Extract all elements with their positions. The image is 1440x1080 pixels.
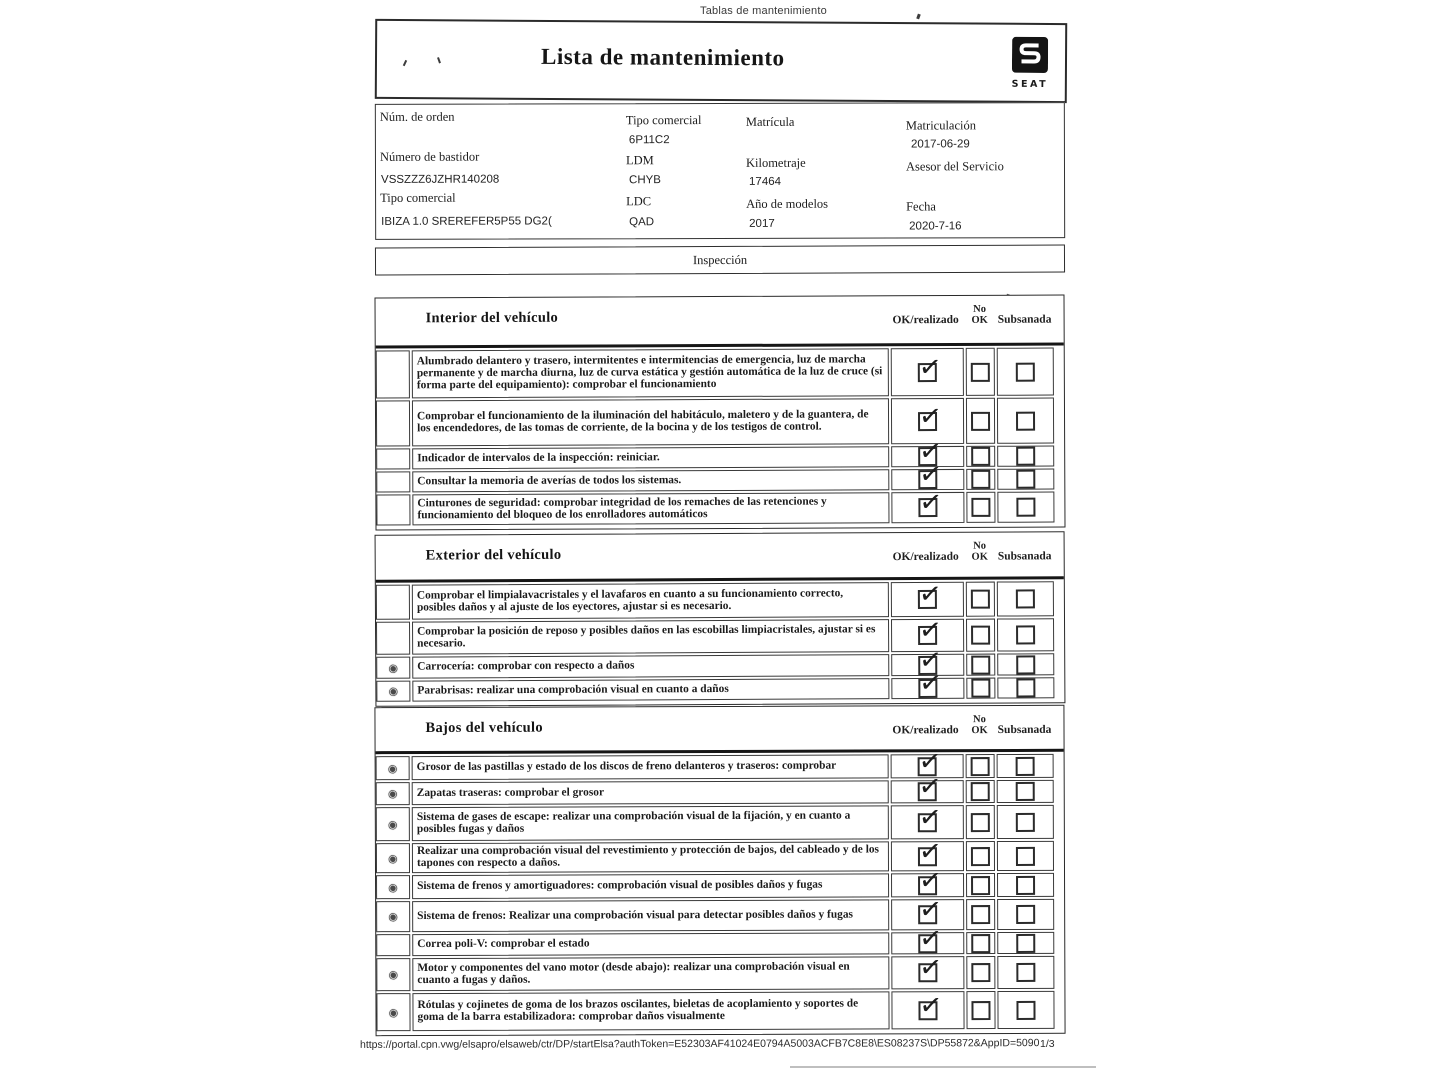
advisor-label: Asesor del Servicio (905, 159, 1004, 174)
no-ok-checkbox[interactable] (971, 626, 990, 645)
section-header (375, 296, 1063, 349)
column-header-ok: OK/realizado (892, 313, 959, 327)
lift-icon: ◉ (387, 1004, 400, 1020)
vin-value: VSSZZZ6JZHR140208 (381, 173, 500, 186)
subsanada-cell (997, 348, 1054, 396)
ok-cell (891, 805, 964, 839)
subsanada-cell (997, 991, 1054, 1029)
ok-cell (891, 780, 964, 803)
table-row (376, 805, 1054, 841)
subsanada-checkbox[interactable] (1016, 846, 1035, 865)
plate-label: Matrícula (745, 114, 795, 129)
no-ok-checkbox[interactable] (971, 447, 990, 466)
no-ok-cell (966, 991, 995, 1029)
subsanada-cell (997, 754, 1054, 778)
document-header-label: Tablas de mantenimiento (700, 5, 827, 17)
ok-cell (891, 492, 964, 523)
column-header-no-ok: No OK (971, 714, 988, 737)
subsanada-checkbox[interactable] (1016, 411, 1035, 430)
vin-label: Número de bastidor (379, 149, 480, 164)
row-description: Cinturones de seguridad: comprobar integridad de los remaches de las retenciones y funcionamiento del bloqueo de los enrolladores automáticos (412, 492, 889, 525)
no-ok-cell (966, 446, 995, 467)
model-year-value: 2017 (749, 217, 775, 230)
no-ok-cell (966, 582, 995, 617)
subsanada-cell (997, 780, 1054, 803)
subsanada-cell (997, 873, 1054, 897)
subsanada-checkbox[interactable] (1016, 963, 1035, 982)
mileage-value: 17464 (749, 175, 782, 188)
ldm-label: LDM (625, 153, 654, 168)
no-ok-cell (966, 348, 995, 396)
no-ok-cell (966, 678, 995, 699)
lift-icon: ◉ (386, 850, 400, 866)
seat-logo-text: SEAT (1011, 78, 1049, 90)
ok-checkbox[interactable] (918, 412, 937, 431)
no-ok-checkbox[interactable] (971, 963, 990, 982)
row-description: Zapatas traseras: comprobar el grosor (412, 780, 889, 805)
lift-icon: ◉ (386, 879, 400, 895)
table-row (376, 653, 1054, 679)
row-flag-cell (376, 782, 410, 805)
subsanada-cell (997, 899, 1054, 930)
date-value: 2020-7-16 (909, 220, 962, 233)
table-row (376, 932, 1054, 956)
lift-icon: ◉ (387, 660, 400, 676)
lift-icon: ◉ (387, 683, 400, 699)
row-flag-cell (376, 875, 410, 899)
mileage-label: Kilometraje (745, 155, 806, 170)
registration-value: 2017-06-29 (910, 138, 970, 151)
ok-checkbox[interactable] (918, 847, 937, 866)
table-row (376, 780, 1054, 805)
no-ok-checkbox[interactable] (971, 498, 990, 517)
subsanada-cell (997, 841, 1054, 871)
inspection-section-bar (375, 244, 1065, 275)
no-ok-cell (966, 956, 995, 989)
scan-speck (437, 57, 441, 63)
lift-icon: ◉ (386, 760, 399, 776)
subsanada-checkbox[interactable] (1016, 1000, 1035, 1019)
ok-cell (891, 991, 964, 1029)
ok-checkbox[interactable] (918, 626, 937, 645)
subsanada-cell (997, 677, 1054, 698)
vehicle-info-box (375, 102, 1065, 240)
row-flag-cell (376, 993, 410, 1031)
scan-artifact-line (790, 1066, 1096, 1068)
subsanada-checkbox[interactable] (1016, 782, 1035, 801)
subsanada-cell (997, 398, 1054, 444)
table-row (376, 677, 1054, 702)
row-flag-cell (376, 657, 410, 679)
ok-cell (891, 956, 964, 989)
commercial-type-code-label: Tipo comercial (625, 113, 702, 128)
commercial-type-code-value: 6P11C2 (628, 134, 670, 147)
subsanada-cell (997, 932, 1054, 954)
row-description: Rótulas y cojinetes de goma de los brazos oscilantes, bieletas de acoplamiento y soportes de goma de la barra estabilizadora: comprobar daños visualmente (412, 991, 889, 1031)
no-ok-checkbox[interactable] (971, 470, 990, 489)
ok-checkbox[interactable] (918, 963, 937, 982)
no-ok-cell (966, 841, 995, 871)
commercial-type-label: Tipo comercial (380, 190, 456, 205)
no-ok-checkbox[interactable] (971, 655, 990, 674)
date-label: Fecha (906, 199, 936, 214)
title-box (375, 19, 1067, 103)
row-description: Carrocería: comprobar con respecto a daños (412, 654, 889, 678)
footer-url: https://portal.cpn.vwg/elsapro/elsaweb/ctr/DP/startElsa?authToken=E52303AF41024E0794A5003ACFB7C8E8\ES08237S\DP55872&AppID=5090 (359, 1037, 1040, 1051)
section-exterior (375, 531, 1066, 707)
section-title: Interior del vehículo (425, 309, 559, 327)
row-description: Realizar una comprobación visual del revestimiento y protección de bajos, del cableado y de los tapones con respecto a daños. (412, 841, 889, 873)
subsanada-checkbox[interactable] (1016, 655, 1035, 674)
row-description: Sistema de frenos: Realizar una comprobación visual para detectar posibles daños y fugas (412, 899, 889, 932)
subsanada-checkbox[interactable] (1016, 625, 1035, 644)
table-row (376, 618, 1054, 655)
column-header-subsanada: Subsanada (997, 550, 1052, 563)
subsanada-checkbox[interactable] (1016, 756, 1035, 775)
subsanada-cell (997, 446, 1054, 467)
row-flag-cell (376, 756, 410, 780)
section-header (375, 706, 1063, 754)
table-row (376, 348, 1054, 399)
row-description: Comprobar el funcionamiento de la iluminación del habitáculo, maletero y de la guantera, de los encendedores, de las tomas de corriente, de la bocina y de los testigos de control. (412, 398, 889, 446)
no-ok-checkbox[interactable] (971, 782, 990, 801)
no-ok-checkbox[interactable] (971, 847, 990, 866)
no-ok-cell (966, 899, 995, 930)
no-ok-checkbox[interactable] (971, 362, 990, 381)
subsanada-cell (997, 469, 1054, 490)
row-flag-cell (376, 350, 410, 398)
subsanada-checkbox[interactable] (1016, 589, 1035, 608)
row-description: Consultar la memoria de averías de todos los sistemas. (412, 469, 889, 492)
row-flag-cell (376, 843, 410, 873)
subsanada-checkbox[interactable] (1016, 812, 1035, 831)
row-flag-cell (376, 471, 410, 492)
no-ok-cell (966, 492, 995, 523)
column-header-ok: OK/realizado (892, 724, 959, 737)
subsanada-checkbox[interactable] (1016, 498, 1035, 517)
registration-label: Matriculación (905, 118, 977, 133)
table-row (376, 754, 1054, 780)
subsanada-cell (997, 805, 1054, 839)
subsanada-checkbox[interactable] (1016, 905, 1035, 924)
seat-logo (1005, 37, 1055, 90)
subsanada-checkbox[interactable] (1016, 470, 1035, 489)
order-number-label: Núm. de orden (379, 109, 455, 124)
lift-icon: ◉ (386, 786, 399, 802)
no-ok-cell (966, 398, 995, 444)
table-row (376, 899, 1054, 932)
ok-checkbox[interactable] (918, 934, 937, 953)
column-header-subsanada: Subsanada (997, 313, 1052, 326)
table-row (376, 446, 1054, 470)
page-title: Lista de mantenimiento (540, 43, 785, 71)
ok-checkbox[interactable] (918, 813, 937, 832)
ok-checkbox[interactable] (918, 679, 937, 698)
table-row (376, 956, 1054, 991)
table-row (376, 398, 1054, 447)
subsanada-checkbox[interactable] (1016, 447, 1035, 466)
subsanada-cell (997, 618, 1054, 651)
ok-checkbox[interactable] (918, 590, 937, 609)
row-description: Comprobar la posición de reposo y posibles daños en las escobillas limpiacristales, ajustar si es necesario. (412, 619, 889, 654)
row-description: Alumbrado delantero y trasero, intermitentes e intermitencias de emergencia, luz de marcha permanente y de marcha diurna, luz de curva estática y gestión automática de la luz de cruce (si forma parte del equipamiento): comprobar el funcionamiento (412, 348, 889, 398)
table-row (376, 492, 1054, 526)
row-description: Sistema de frenos y amortiguadores: comprobación visual de posibles daños y fugas (412, 873, 889, 899)
no-ok-cell (966, 780, 995, 803)
ok-checkbox[interactable] (918, 782, 937, 801)
section-header (376, 532, 1064, 583)
no-ok-cell (966, 873, 995, 897)
ok-checkbox[interactable] (918, 498, 937, 517)
row-flag-cell (376, 958, 410, 991)
subsanada-cell (997, 492, 1054, 523)
no-ok-checkbox[interactable] (971, 934, 990, 953)
inspection-title: Inspección (692, 252, 748, 267)
commercial-type-value: IBIZA 1.0 SREREFER5P55 DG2( (381, 215, 552, 228)
row-flag-cell (376, 901, 410, 932)
row-flag-cell (376, 934, 410, 956)
column-header-no-ok: No OK (971, 540, 988, 563)
section-title: Exterior del vehículo (425, 546, 562, 564)
table-row (376, 873, 1054, 899)
no-ok-checkbox[interactable] (971, 905, 990, 924)
subsanada-cell (997, 653, 1054, 675)
subsanada-cell (997, 956, 1054, 989)
no-ok-checkbox[interactable] (971, 1001, 990, 1020)
section-interior (374, 294, 1065, 530)
no-ok-checkbox[interactable] (971, 757, 990, 776)
no-ok-cell (966, 932, 995, 954)
row-flag-cell (376, 448, 410, 469)
row-description: Indicador de intervalos de la inspección: reiniciar. (412, 446, 889, 469)
ldm-value: CHYB (629, 174, 661, 187)
row-flag-cell (376, 494, 410, 525)
ok-cell (891, 678, 964, 699)
no-ok-checkbox[interactable] (971, 411, 990, 430)
ok-checkbox[interactable] (918, 363, 937, 382)
column-header-no-ok: No OK (971, 303, 988, 326)
table-row (376, 841, 1054, 873)
ok-cell (891, 348, 964, 396)
lift-icon: ◉ (387, 967, 400, 983)
ok-checkbox[interactable] (918, 1001, 937, 1020)
ok-checkbox[interactable] (918, 876, 937, 895)
subsanada-checkbox[interactable] (1016, 933, 1035, 952)
no-ok-cell (966, 805, 995, 839)
no-ok-cell (966, 754, 995, 778)
no-ok-cell (966, 654, 995, 676)
no-ok-checkbox[interactable] (971, 590, 990, 609)
seat-logo-icon (1012, 37, 1048, 73)
row-description: Grosor de las pastillas y estado de los discos de freno delanteros y traseros: comprobar (412, 754, 889, 780)
subsanada-checkbox[interactable] (1016, 875, 1035, 894)
row-description: Motor y componentes del vano motor (desde abajo): realizar una comprobación visual en cuanto a fugas y daños. (412, 956, 889, 991)
table-row (376, 469, 1054, 493)
section-title: Bajos del vehículo (425, 719, 543, 737)
scan-speck (403, 60, 407, 66)
row-flag-cell (376, 585, 410, 620)
model-year-label: Año de modelos (746, 196, 829, 211)
lift-icon: ◉ (386, 816, 399, 832)
table-row (376, 991, 1054, 1031)
no-ok-cell (966, 469, 995, 490)
no-ok-checkbox[interactable] (971, 679, 990, 698)
row-flag-cell (376, 681, 410, 702)
row-description: Sistema de gases de escape: realizar una comprobación visual de la fijación, y en cuanto a posibles fugas y daños (412, 805, 889, 841)
subsanada-cell (997, 581, 1054, 616)
column-header-ok: OK/realizado (892, 550, 959, 564)
section-bajos (374, 705, 1065, 1036)
column-header-subsanada: Subsanada (997, 723, 1052, 737)
row-flag-cell (376, 400, 410, 446)
lift-icon: ◉ (387, 909, 400, 925)
table-row (376, 581, 1054, 620)
row-flag-cell (376, 807, 410, 841)
row-description: Correa poli-V: comprobar el estado (412, 932, 889, 956)
page-number: 1/3 (1040, 1038, 1055, 1050)
row-description: Comprobar el limpialavacristales y el lavafaros en cuanto a su funcionamiento correcto, posibles daños y al ajuste de los eyectores, ajustar si es necesario. (412, 582, 889, 619)
no-ok-checkbox[interactable] (971, 876, 990, 895)
no-ok-cell (966, 619, 995, 652)
row-description: Parabrisas: realizar una comprobación visual en cuanto a daños (412, 678, 889, 701)
subsanada-checkbox[interactable] (1016, 362, 1035, 381)
ldc-label: LDC (626, 194, 652, 209)
scan-speck (916, 14, 921, 20)
row-flag-cell (376, 622, 410, 655)
no-ok-checkbox[interactable] (971, 813, 990, 832)
ldc-value: QAD (629, 216, 655, 229)
subsanada-checkbox[interactable] (1016, 678, 1035, 697)
ok-cell (891, 582, 964, 617)
